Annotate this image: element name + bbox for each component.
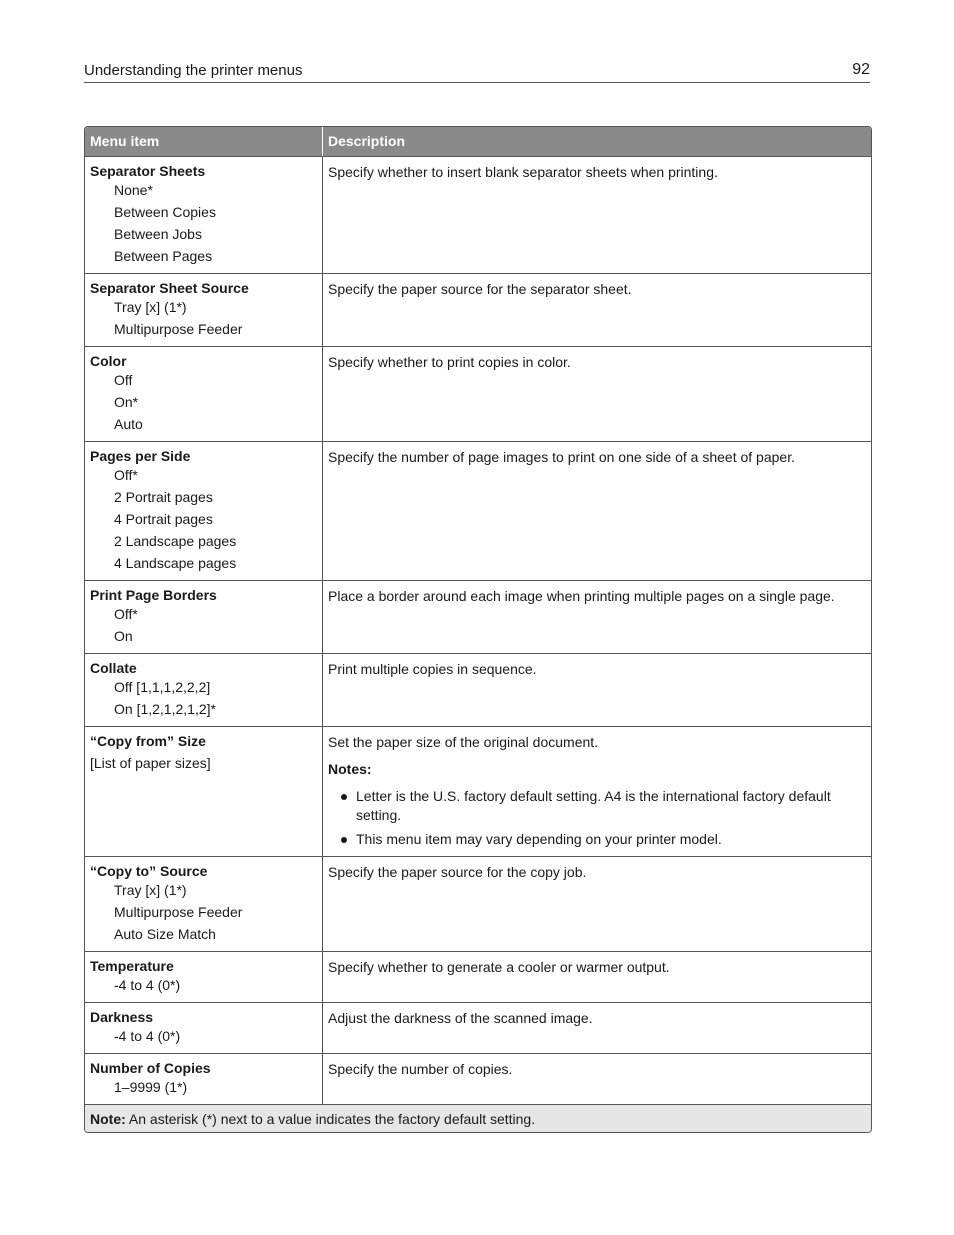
description-cell: Specify whether to generate a cooler or warmer output. bbox=[328, 959, 670, 975]
table-row bbox=[85, 951, 871, 1002]
description-cell: Specify the number of copies. bbox=[328, 1061, 513, 1077]
table-row bbox=[85, 653, 871, 726]
menu-item-name: Darkness bbox=[90, 1009, 154, 1025]
menu-option: -4 to 4 (0*) bbox=[114, 977, 181, 993]
menu-option: 4 Landscape pages bbox=[114, 555, 237, 571]
bullet-icon bbox=[341, 837, 347, 843]
menu-option: On [1,2,1,2,1,2]* bbox=[114, 701, 216, 717]
menu-option: 4 Portrait pages bbox=[114, 511, 213, 527]
menu-item-name: Temperature bbox=[90, 958, 174, 974]
menu-option: Off [1,1,1,2,2,2] bbox=[114, 679, 211, 695]
description-text: Set the paper size of the original document. bbox=[328, 734, 599, 750]
menu-item-name: “Copy from” Size bbox=[90, 733, 206, 749]
menu-option: On bbox=[114, 628, 133, 644]
page-number: 92 bbox=[852, 61, 870, 78]
menu-option: 2 Portrait pages bbox=[114, 489, 213, 505]
page-header bbox=[84, 60, 870, 83]
menu-table bbox=[84, 126, 872, 1133]
menu-item-cell bbox=[85, 347, 323, 441]
menu-item-cell bbox=[85, 727, 323, 856]
menu-item-cell bbox=[85, 274, 323, 346]
menu-item-name: Pages per Side bbox=[90, 448, 191, 464]
table-row bbox=[85, 726, 871, 856]
table-row bbox=[85, 441, 871, 580]
menu-option: Multipurpose Feeder bbox=[114, 321, 243, 337]
menu-item-name: Number of Copies bbox=[90, 1060, 211, 1076]
menu-item-cell bbox=[85, 1054, 323, 1104]
menu-option: None* bbox=[114, 182, 153, 198]
table-row bbox=[85, 856, 871, 951]
menu-item-cell bbox=[85, 952, 323, 1002]
menu-option: Multipurpose Feeder bbox=[114, 904, 243, 920]
footnote-text: An asterisk (*) next to a value indicates the factory default setting. bbox=[125, 1111, 536, 1127]
column-header-description: Description bbox=[328, 133, 406, 149]
menu-option: Off bbox=[114, 372, 133, 388]
description-cell: Specify the number of page images to print on one side of a sheet of paper. bbox=[328, 449, 795, 465]
menu-option: Between Pages bbox=[114, 248, 213, 264]
note-item bbox=[328, 830, 866, 849]
column-header-menu-item: Menu item bbox=[85, 127, 323, 156]
menu-option: [List of paper sizes] bbox=[90, 755, 211, 771]
menu-option: 2 Landscape pages bbox=[114, 533, 237, 549]
menu-item-cell bbox=[85, 654, 323, 726]
notes-label: Notes: bbox=[328, 761, 372, 777]
description-cell: Specify whether to print copies in color. bbox=[328, 354, 571, 370]
description-cell: Print multiple copies in sequence. bbox=[328, 661, 537, 677]
table-row bbox=[85, 346, 871, 441]
menu-item-name: “Copy to” Source bbox=[90, 863, 208, 879]
menu-option: Tray [x] (1*) bbox=[114, 882, 187, 898]
table-row bbox=[85, 1002, 871, 1053]
description-cell: Specify the paper source for the copy job. bbox=[328, 864, 587, 880]
menu-option: Auto bbox=[114, 416, 143, 432]
table-row bbox=[85, 156, 871, 273]
menu-option: -4 to 4 (0*) bbox=[114, 1028, 181, 1044]
menu-item-cell bbox=[85, 157, 323, 273]
bullet-icon bbox=[341, 794, 347, 800]
description-cell: Place a border around each image when printing multiple pages on a single page. bbox=[328, 588, 835, 604]
table-row bbox=[85, 273, 871, 346]
notes-list bbox=[328, 787, 866, 849]
note-text: Letter is the U.S. factory default setting. A4 is the international factory default setting. bbox=[356, 788, 831, 823]
menu-item-name: Color bbox=[90, 353, 127, 369]
menu-option: On* bbox=[114, 394, 139, 410]
description-cell bbox=[323, 727, 871, 856]
menu-item-cell bbox=[85, 1003, 323, 1053]
menu-item-name: Separator Sheet Source bbox=[90, 280, 249, 296]
menu-item-cell bbox=[85, 581, 323, 653]
menu-option: Tray [x] (1*) bbox=[114, 299, 187, 315]
note-text: This menu item may vary depending on your printer model. bbox=[356, 831, 722, 847]
menu-option: Off* bbox=[114, 467, 138, 483]
description-cell: Specify the paper source for the separator sheet. bbox=[328, 281, 632, 297]
note-item bbox=[328, 787, 866, 825]
menu-option: Off* bbox=[114, 606, 138, 622]
menu-item-cell bbox=[85, 857, 323, 951]
menu-item-cell bbox=[85, 442, 323, 580]
menu-option: Between Copies bbox=[114, 204, 216, 220]
description-cell: Adjust the darkness of the scanned image. bbox=[328, 1010, 593, 1026]
description-cell: Specify whether to insert blank separator sheets when printing. bbox=[328, 164, 718, 180]
menu-item-name: Collate bbox=[90, 660, 137, 676]
menu-item-name: Print Page Borders bbox=[90, 587, 217, 603]
table-header bbox=[85, 127, 871, 156]
footnote-label: Note: bbox=[90, 1111, 126, 1127]
menu-option: Between Jobs bbox=[114, 226, 202, 242]
table-footnote bbox=[85, 1104, 871, 1132]
menu-option: 1–9999 (1*) bbox=[114, 1079, 188, 1095]
page-title: Understanding the printer menus bbox=[84, 62, 303, 79]
menu-item-name: Separator Sheets bbox=[90, 163, 206, 179]
table-row bbox=[85, 580, 871, 653]
menu-option: Auto Size Match bbox=[114, 926, 216, 942]
table-row bbox=[85, 1053, 871, 1104]
